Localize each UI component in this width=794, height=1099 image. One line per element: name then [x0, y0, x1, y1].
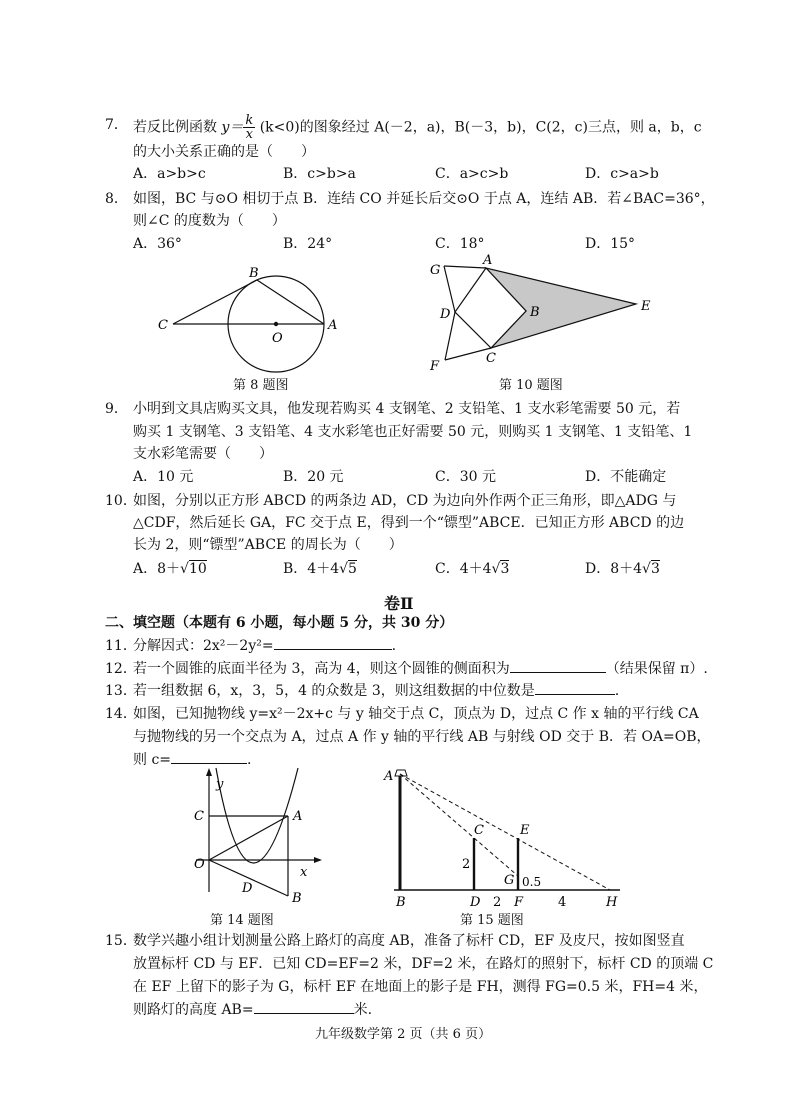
fig15-ray-ag	[400, 774, 518, 876]
q9-option-c: C．30 元	[435, 469, 496, 485]
fig14-label-b: B	[292, 891, 302, 906]
fig15-label-len-fg: 0.5	[522, 875, 542, 889]
fig10-label-a: A	[483, 253, 493, 268]
q7-fraction	[243, 114, 255, 141]
fig14-label-c: C	[194, 809, 204, 824]
q10-line2: △CDF，然后延长 GA，FC 交于点 E，得到一个“镖型”ABCE．已知正方形 ABCD 的边	[133, 515, 685, 531]
fig15-label-g: G	[504, 873, 515, 888]
q7-line1	[133, 114, 702, 141]
q13-text: 若一组数据 6，x，3，5，4 的众数是 3，则这组数据的中位数是	[133, 683, 535, 699]
fig8-label-b: B	[249, 266, 259, 281]
q9-option-b: B．20 元	[283, 469, 344, 485]
q14-number: 14．	[105, 706, 137, 722]
fig14-label-a: A	[293, 809, 303, 824]
q8-option-d: D．15°	[585, 236, 636, 252]
q7-text-b: (k<0)的图象经过 A(－2，a)，B(－3，b)，C(2，c)三点，则 a，b，c	[259, 119, 702, 136]
q8-option-c: C．18°	[435, 236, 485, 252]
q7-line2: 的大小关系正确的是（ ）	[133, 144, 315, 160]
fig15-label-len-df: 2	[493, 895, 502, 910]
q13-answer-blank[interactable]	[535, 680, 615, 695]
q11-answer-blank[interactable]	[274, 635, 392, 650]
q15-text: 则路灯的高度 AB=	[133, 1002, 254, 1018]
q14-text: 则 c=	[133, 752, 172, 768]
fig10-caption: 第 10 题图	[499, 378, 563, 393]
fig15-label-d: D	[470, 895, 481, 910]
q9-option-d: D．不能确定	[585, 469, 667, 485]
q8-line2: 则∠C 的度数为（ ）	[133, 213, 286, 229]
fig10-label-d: D	[440, 307, 451, 322]
fig8-label-c: C	[158, 318, 168, 333]
q11-line	[133, 635, 396, 657]
q7-func-lhs: y＝	[221, 119, 244, 136]
q13-end: .	[614, 683, 620, 699]
q10-option-d	[585, 558, 660, 580]
q10-option-b-pre: B．4＋4	[283, 561, 340, 577]
q15-number: 15．	[105, 933, 137, 949]
fig15-label-e: E	[520, 823, 530, 838]
q10-option-a-pre: A．8＋	[133, 561, 181, 577]
fig8-center-dot	[274, 322, 278, 326]
fig10-line-ga	[444, 266, 486, 268]
q13-number: 13．	[105, 683, 137, 699]
q11-text: 分解因式：2x²－2y²=	[133, 638, 274, 654]
q10-option-c-pre: C．4＋4	[435, 561, 492, 577]
q10-option-c-rad: 3	[500, 561, 510, 577]
q15-line2: 放置标杆 CD 与 EF．已知 CD=EF=2 米，DF=2 米，在路灯的照射下，标杆 CD 的顶端 C	[133, 956, 714, 972]
fig15-label-h: H	[606, 895, 618, 910]
q12-end: （结果保留 π）.	[605, 661, 708, 677]
fig15-label-c: C	[474, 823, 484, 838]
q9-number: 9．	[105, 401, 128, 417]
q10-option-b-rad: 5	[348, 561, 357, 577]
sqrt-icon: √	[642, 561, 651, 577]
q7-frac-num: k	[245, 113, 254, 128]
q7-text-a: 若反比例函数	[133, 119, 217, 136]
q7-number: 7．	[105, 117, 128, 133]
fig14-line-oa	[209, 816, 288, 860]
fig15-label-len-cd: 2	[462, 857, 471, 872]
q7-option-a: A．a>b>c	[133, 166, 206, 182]
q10-option-d-rad: 3	[650, 561, 660, 577]
q12-number: 12．	[105, 661, 137, 677]
q15-answer-blank[interactable]	[254, 999, 354, 1014]
q14-answer-blank[interactable]	[171, 749, 247, 764]
fig8-line-cb	[173, 280, 257, 324]
fig14-caption: 第 14 题图	[210, 913, 274, 928]
fig10-line-fc	[445, 348, 491, 360]
q13-line	[133, 680, 619, 702]
fig8-label-a: A	[328, 318, 338, 333]
q10-line3: 长为 2，则“镖型”ABCE 的周长为（ ）	[133, 537, 403, 553]
q8-line1: 如图，BC 与⊙O 相切于点 B．连结 CO 并延长后交⊙O 于点 A，连结 AB．若∠BAC=36°，	[133, 191, 715, 207]
q10-option-d-pre: D．8＋4	[585, 561, 643, 577]
figure-14	[190, 768, 330, 908]
q14-line2: 与抛物线的另一个交点为 A，过点 A 作 y 轴的平行线 AB 与射线 OD 交于 B．若 OA=OB，	[133, 729, 711, 745]
fig14-y-arrow	[206, 768, 212, 776]
q10-option-c	[435, 558, 509, 580]
fig10-label-g: G	[430, 263, 441, 278]
q9-option-a: A．10 元	[133, 469, 194, 485]
fig8-label-o: O	[272, 331, 283, 346]
fig14-label-x: x	[300, 865, 308, 880]
q10-option-a	[133, 558, 207, 580]
fig15-label-a: A	[384, 769, 394, 784]
q15-line4	[133, 999, 372, 1021]
q10-option-b	[283, 558, 357, 580]
q10-number: 10．	[105, 493, 137, 509]
volume-heading: 卷Ⅱ	[384, 594, 414, 613]
section-heading: 二、填空题（本题有 6 小题，每小题 5 分，共 30 分）	[105, 615, 454, 631]
fig8-caption: 第 8 题图	[233, 378, 289, 393]
q8-number: 8．	[105, 191, 128, 207]
q8-option-b: B．24°	[283, 236, 333, 252]
fig14-x-arrow	[314, 857, 322, 863]
q7-option-c: C．a>c>b	[435, 166, 509, 182]
fig14-label-o: O	[194, 857, 205, 872]
q12-text: 若一个圆锥的底面半径为 3，高为 4，则这个圆锥的侧面积为	[133, 661, 510, 677]
q7-option-b: B．c>b>a	[283, 166, 356, 182]
q12-answer-blank[interactable]	[510, 658, 606, 673]
fig15-caption: 第 15 题图	[460, 913, 524, 928]
fig14-label-d: D	[242, 881, 253, 896]
q9-line3: 支水彩笔需要（ ）	[133, 446, 273, 462]
fig10-line-gd	[444, 266, 455, 312]
page-footer: 九年级数学第 2 页（共 6 页）	[315, 1027, 492, 1042]
q14-line1: 如图，已知抛物线 y=x²－2x+c 与 y 轴交于点 C，顶点为 D，过点 C 作 x 轴的平行线 CA	[133, 706, 699, 722]
q15-line1: 数学兴趣小组计划测量公路上路灯的高度 AB，准备了标杆 CD，EF 及皮尺，按如图竖直	[133, 933, 685, 949]
fig15-label-len-fh: 4	[558, 895, 567, 910]
sqrt-icon: √	[339, 561, 349, 577]
q8-option-a: A．36°	[133, 236, 182, 252]
fig10-label-f: F	[430, 359, 440, 374]
fig14-label-y: y	[216, 777, 224, 792]
q10-option-a-rad: 10	[188, 561, 207, 577]
sqrt-icon: √	[180, 561, 189, 577]
fig10-label-e: E	[641, 299, 651, 314]
q15-line3: 在 EF 上留下的影子为 G，标杆 EF 在地面上的影子是 FH，测得 FG=0.5 米，FH=4 米，	[133, 979, 708, 995]
figure-8	[150, 262, 350, 372]
figure-10	[428, 253, 658, 376]
q9-line1: 小明到文具店购买文具，他发现若购买 4 支钢笔、2 支铅笔、1 支水彩笔需要 50 元，若	[133, 401, 681, 417]
fig15-label-f: F	[514, 895, 524, 910]
q7-frac-den: x	[245, 127, 253, 142]
sqrt-icon: √	[491, 561, 501, 577]
q10-line1: 如图，分别以正方形 ABCD 的两条边 AD，CD 为边向外作两个正三角形，即△ADG 与	[133, 493, 677, 509]
q15-end: 米.	[353, 1002, 373, 1018]
q7-option-d: D．c>a>b	[585, 166, 659, 182]
fig8-line-ba	[257, 280, 324, 324]
q11-number: 11．	[105, 638, 137, 654]
q11-end: .	[391, 638, 397, 654]
fig15-label-b: B	[396, 895, 406, 910]
fig10-label-c: C	[486, 351, 496, 366]
fig10-label-b: B	[530, 305, 540, 320]
q9-line2: 购买 1 支钢笔、3 支铅笔、4 支水彩笔也正好需要 50 元，则购买 1 支钢笔、1 支铅笔、1	[133, 424, 693, 440]
q12-line	[133, 658, 708, 680]
figure-15	[380, 764, 630, 909]
q14-end: .	[247, 752, 252, 768]
